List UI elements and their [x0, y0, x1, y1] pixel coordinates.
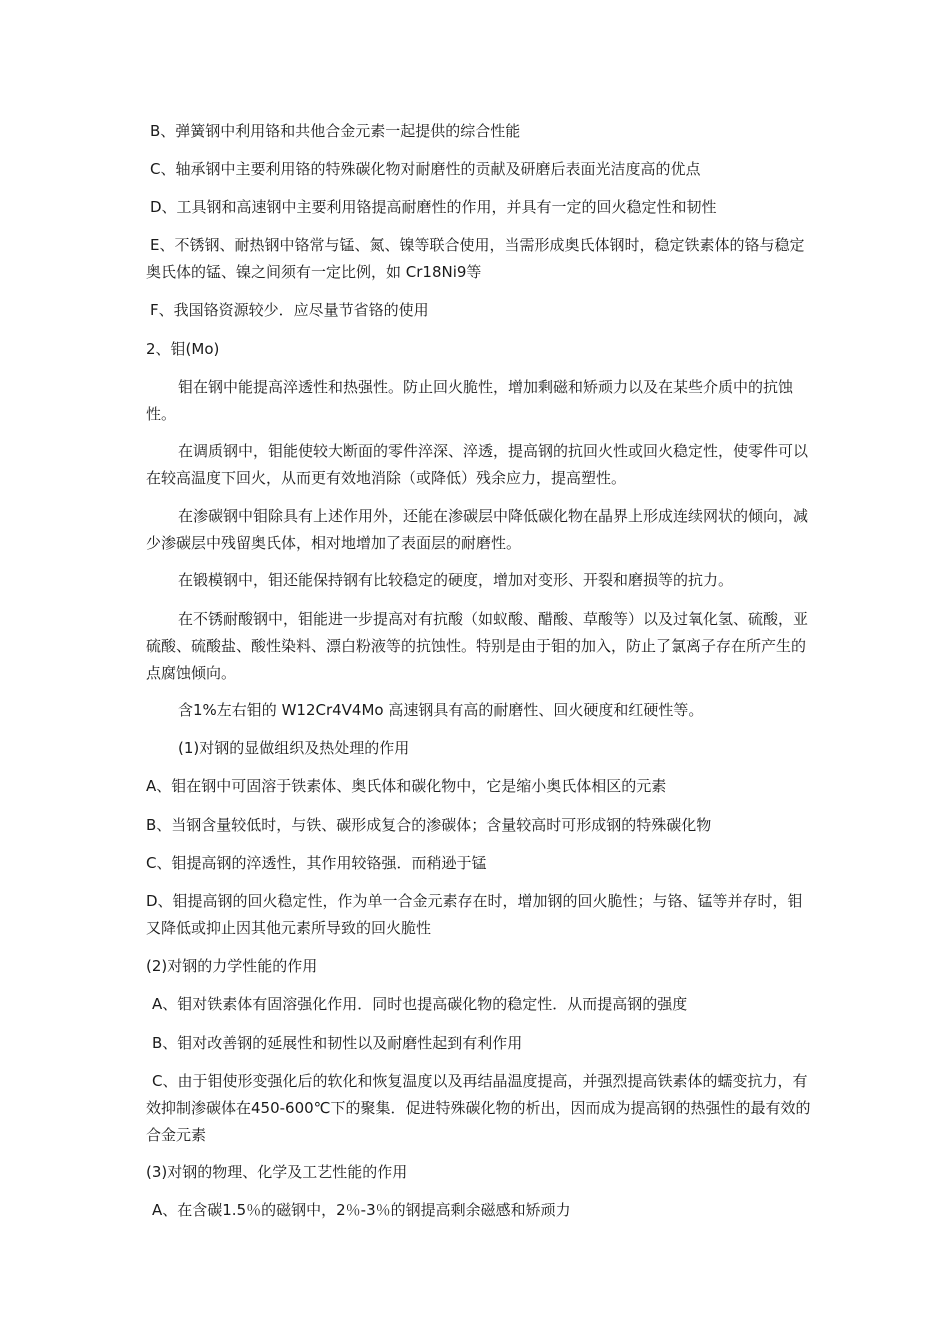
paragraph-molybdenum-solid-solution: A、钼在钢中可固溶于铁素体、奥氏体和碳化物中，它是缩小奥氏体相区的元素	[146, 777, 667, 795]
paragraph-molybdenum-high-speed-steel: 含1%左右钼的 W12Cr4V4Mo 高速钢具有高的耐磨性、回火硬度和红硬性等。	[178, 701, 704, 719]
paragraph-chromium-spring-steel: B、弹簧钢中利用铬和共他合金元素一起提供的综合性能	[150, 122, 521, 140]
subheading-physical-chemical-properties: (3)对钢的物理、化学及工艺性能的作用	[146, 1163, 408, 1181]
paragraph-molybdenum-magnetic-steel: A、在含碳1.5％的磁钢中，2％-3％的钢提高剩余磁感和矫顽力	[152, 1201, 571, 1219]
paragraph-molybdenum-strength: A、钼对铁素体有固溶强化作用．同时也提高碳化物的稳定性．从而提高钢的强度	[152, 995, 688, 1013]
subheading-mechanical-properties: (2)对钢的力学性能的作用	[146, 957, 318, 975]
paragraph-molybdenum-carbides: B、当钢含量较低时，与铁、碳形成复合的渗碳体；含量较高时可形成钢的特殊碳化物	[146, 816, 712, 834]
paragraph-molybdenum-intro: 钼在钢中能提高淬透性和热强性。防止回火脆性，增加剩磁和矫顽力以及在某些介质中的抗蚀性。	[146, 378, 794, 423]
paragraph-chromium-stainless-steel: E、不锈钢、耐热钢中铬常与锰、氮、镍等联合使用，当需形成奥氏体钢时，稳定铁素体的铬与稳定奥氏体的锰、镍之间须有一定比例，如 Cr18Ni9等	[146, 236, 805, 281]
subheading-microstructure: (1)对钢的显做组织及热处理的作用	[178, 739, 410, 757]
paragraph-molybdenum-hardenability: C、钼提高钢的淬透性，其作用较铬强．而稍逊于锰	[146, 854, 487, 872]
section-heading-molybdenum: 2、钼(Mo)	[146, 340, 220, 358]
paragraph-chromium-tool-steel: D、工具钢和高速钢中主要利用铬提高耐磨性的作用，并具有一定的回火稳定性和韧性	[150, 198, 717, 216]
paragraph-molybdenum-temper-stability: D、钼提高钢的回火稳定性，作为单一合金元素存在时，增加钢的回火脆性；与铬、锰等并存时，钼又降低或抑止因其他元素所导致的回火脆性	[146, 892, 803, 937]
paragraph-molybdenum-die-steel: 在锻模钢中，钼还能保持钢有比较稳定的硬度，增加对变形、开裂和磨损等的抗力。	[178, 571, 734, 589]
paragraph-molybdenum-heat-strength: C、由于钼使形变强化后的软化和恢复温度以及再结晶温度提高，并强烈提高铁素体的蠕变抗力，有效抑制渗碳体在450-600℃下的聚集．促进特殊碳化物的析出，因而成为提高钢的热强性的最有效的合金元素	[146, 1072, 811, 1144]
paragraph-chromium-resources: F、我国铬资源较少．应尽量节省铬的使用	[150, 301, 429, 319]
paragraph-molybdenum-ductility: B、钼对改善钢的延展性和韧性以及耐磨性起到有利作用	[152, 1034, 523, 1052]
paragraph-molybdenum-stainless-acid-steel: 在不锈耐酸钢中，钼能进一步提高对有抗酸（如蚁酸、醋酸、草酸等）以及过氧化氢、硫酸，亚硫酸、硫酸盐、酸性染料、漂白粉液等的抗蚀性。特别是由于钼的加入，防止了氯离子存在所产生的点腐蚀倾向。	[146, 610, 809, 682]
paragraph-molybdenum-carburized-steel: 在渗碳钢中钼除具有上述作用外，还能在渗碳层中降低碳化物在晶界上形成连续网状的倾向，减少渗碳层中残留奥氏体，相对地增加了表面层的耐磨性。	[146, 507, 809, 552]
paragraph-chromium-bearing-steel: C、轴承钢中主要利用铬的特殊碳化物对耐磨性的贡献及研磨后表面光洁度高的优点	[150, 160, 701, 178]
paragraph-molybdenum-quenched-steel: 在调质钢中，钼能使较大断面的零件淬深、淬透，提高钢的抗回火性或回火稳定性，使零件可以在较高温度下回火，从而更有效地消除（或降低）残余应力，提高塑性。	[146, 442, 809, 487]
